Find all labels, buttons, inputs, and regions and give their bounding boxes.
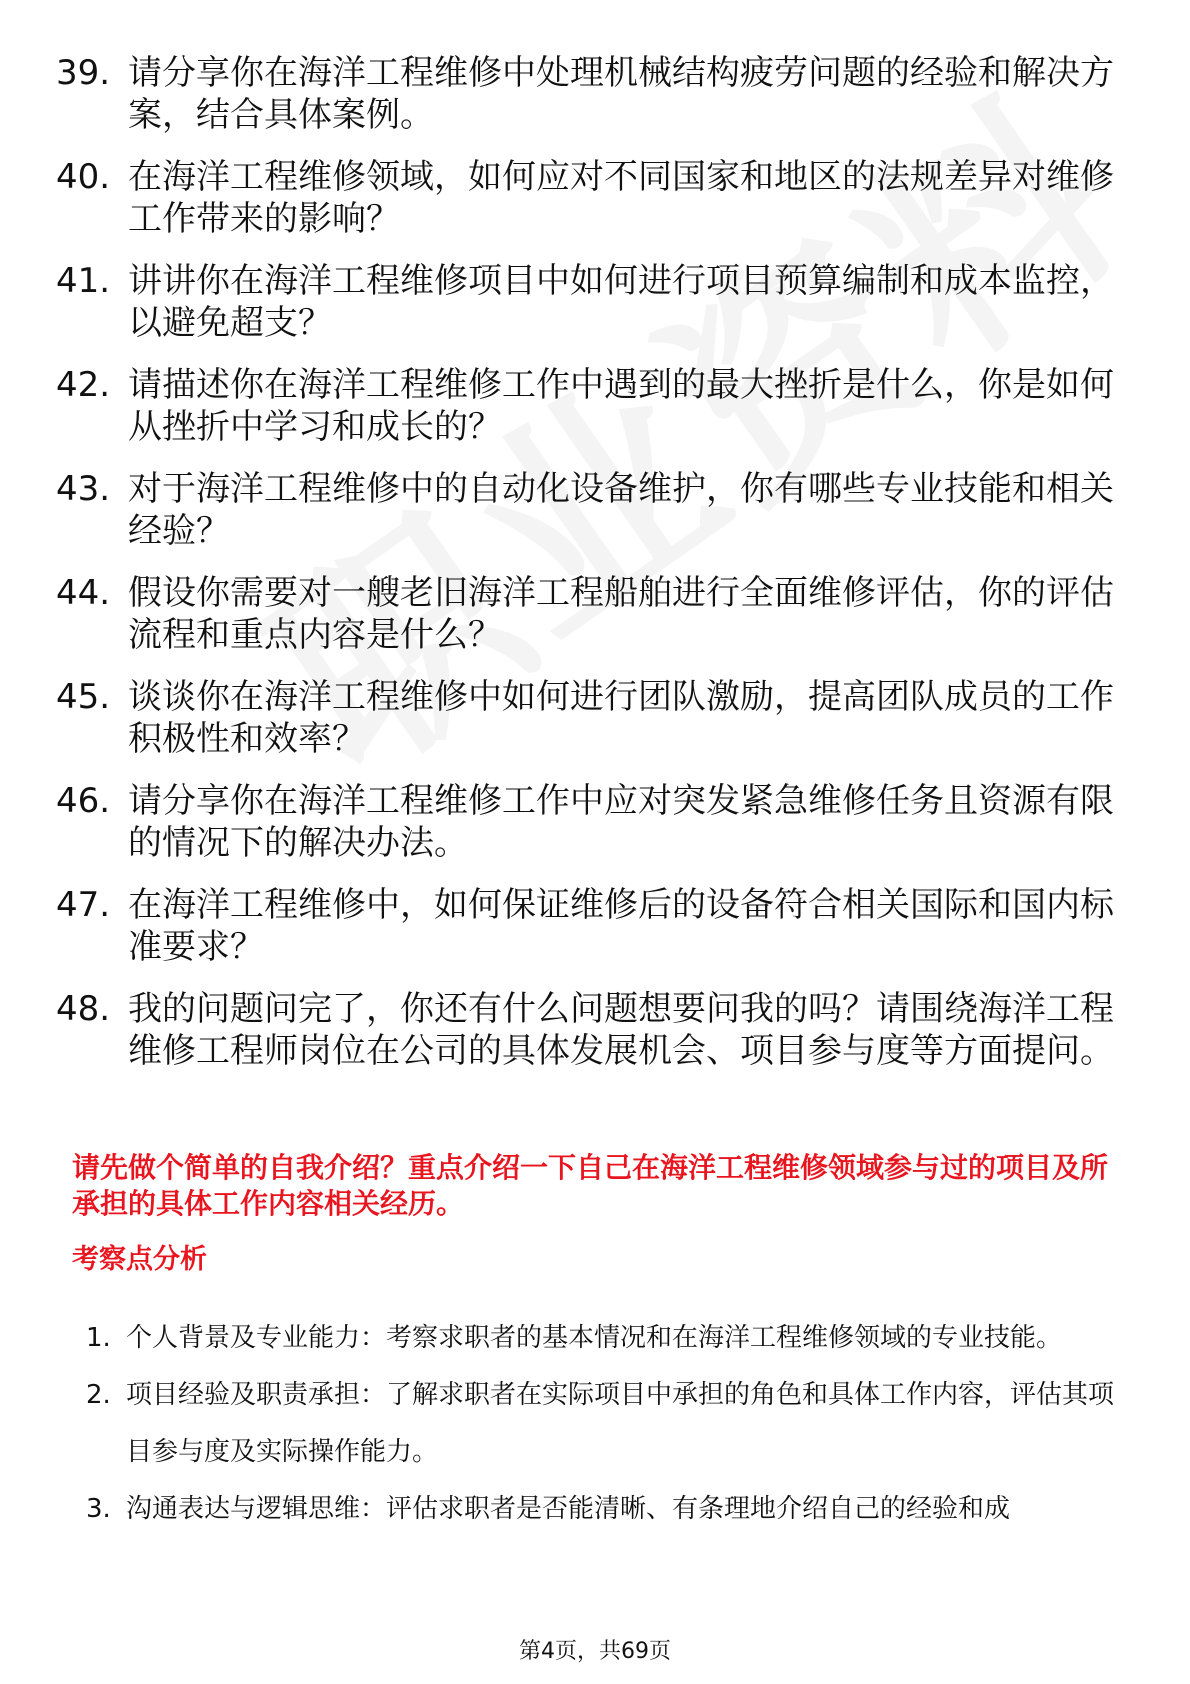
question-text: 在海洋工程维修领域，如何应对不同国家和地区的法规差异对维修工作带来的影响？ bbox=[128, 157, 1114, 239]
question-text: 我的问题问完了，你还有什么问题想要问我的吗？请围绕海洋工程维修工程师岗位在公司的具体发展机会、项目参与度等方面提问。 bbox=[128, 989, 1114, 1071]
analysis-heading: 考察点分析 bbox=[72, 1244, 207, 1275]
analysis-item bbox=[86, 1310, 1126, 1367]
question-item bbox=[56, 156, 1131, 240]
question-number: 45. bbox=[56, 677, 111, 717]
question-item bbox=[56, 260, 1131, 344]
question-number: 41. bbox=[56, 261, 111, 301]
question-text: 请描述你在海洋工程维修工作中遇到的最大挫折是什么，你是如何从挫折中学习和成长的？ bbox=[128, 365, 1114, 447]
question-number: 43. bbox=[56, 469, 111, 509]
question-number: 46. bbox=[56, 781, 111, 821]
question-number: 44. bbox=[56, 573, 111, 613]
question-text: 假设你需要对一艘老旧海洋工程船舶进行全面维修评估，你的评估流程和重点内容是什么？ bbox=[128, 573, 1114, 655]
analysis-text: 个人背景及专业能力：考察求职者的基本情况和在海洋工程维修领域的专业技能。 bbox=[126, 1323, 1063, 1353]
page-footer: 第4页，共69页 bbox=[519, 1639, 671, 1664]
question-item bbox=[56, 780, 1131, 864]
question-text: 对于海洋工程维修中的自动化设备维护，你有哪些专业技能和相关经验？ bbox=[128, 469, 1114, 551]
question-item bbox=[56, 988, 1131, 1072]
question-text: 请分享你在海洋工程维修中处理机械结构疲劳问题的经验和解决方案，结合具体案例。 bbox=[128, 53, 1114, 135]
question-item bbox=[56, 468, 1131, 552]
question-text: 谈谈你在海洋工程维修中如何进行团队激励，提高团队成员的工作积极性和效率？ bbox=[128, 677, 1114, 759]
question-item bbox=[56, 884, 1131, 968]
analysis-number: 3. bbox=[86, 1494, 111, 1524]
question-text: 请分享你在海洋工程维修工作中应对突发紧急维修任务且资源有限的情况下的解决办法。 bbox=[128, 781, 1114, 863]
analysis-text: 沟通表达与逻辑思维：评估求职者是否能清晰、有条理地介绍自己的经验和成 bbox=[126, 1494, 1011, 1524]
analysis-number: 1. bbox=[86, 1323, 111, 1353]
question-number: 42. bbox=[56, 365, 111, 405]
question-item bbox=[56, 572, 1131, 656]
question-item bbox=[56, 52, 1131, 136]
question-text: 讲讲你在海洋工程维修项目中如何进行项目预算编制和成本监控，以避免超支？ bbox=[128, 261, 1114, 343]
analysis-text: 项目经验及职责承担：了解求职者在实际项目中承担的角色和具体工作内容，评估其项目参与度及实际操作能力。 bbox=[126, 1380, 1115, 1467]
question-item bbox=[56, 364, 1131, 448]
intro-question: 请先做个简单的自我介绍？重点介绍一下自己在海洋工程维修领域参与过的项目及所承担的具体工作内容相关经历。 bbox=[72, 1151, 1109, 1220]
question-number: 40. bbox=[56, 157, 111, 197]
question-list bbox=[56, 52, 1131, 1092]
question-item bbox=[56, 676, 1131, 760]
question-text: 在海洋工程维修中，如何保证维修后的设备符合相关国际和国内标准要求？ bbox=[128, 885, 1114, 967]
question-number: 48. bbox=[56, 989, 111, 1029]
analysis-number: 2. bbox=[86, 1380, 111, 1410]
analysis-item bbox=[86, 1367, 1126, 1481]
question-number: 39. bbox=[56, 53, 111, 93]
analysis-item bbox=[86, 1481, 1126, 1538]
analysis-list bbox=[86, 1310, 1126, 1538]
question-number: 47. bbox=[56, 885, 111, 925]
